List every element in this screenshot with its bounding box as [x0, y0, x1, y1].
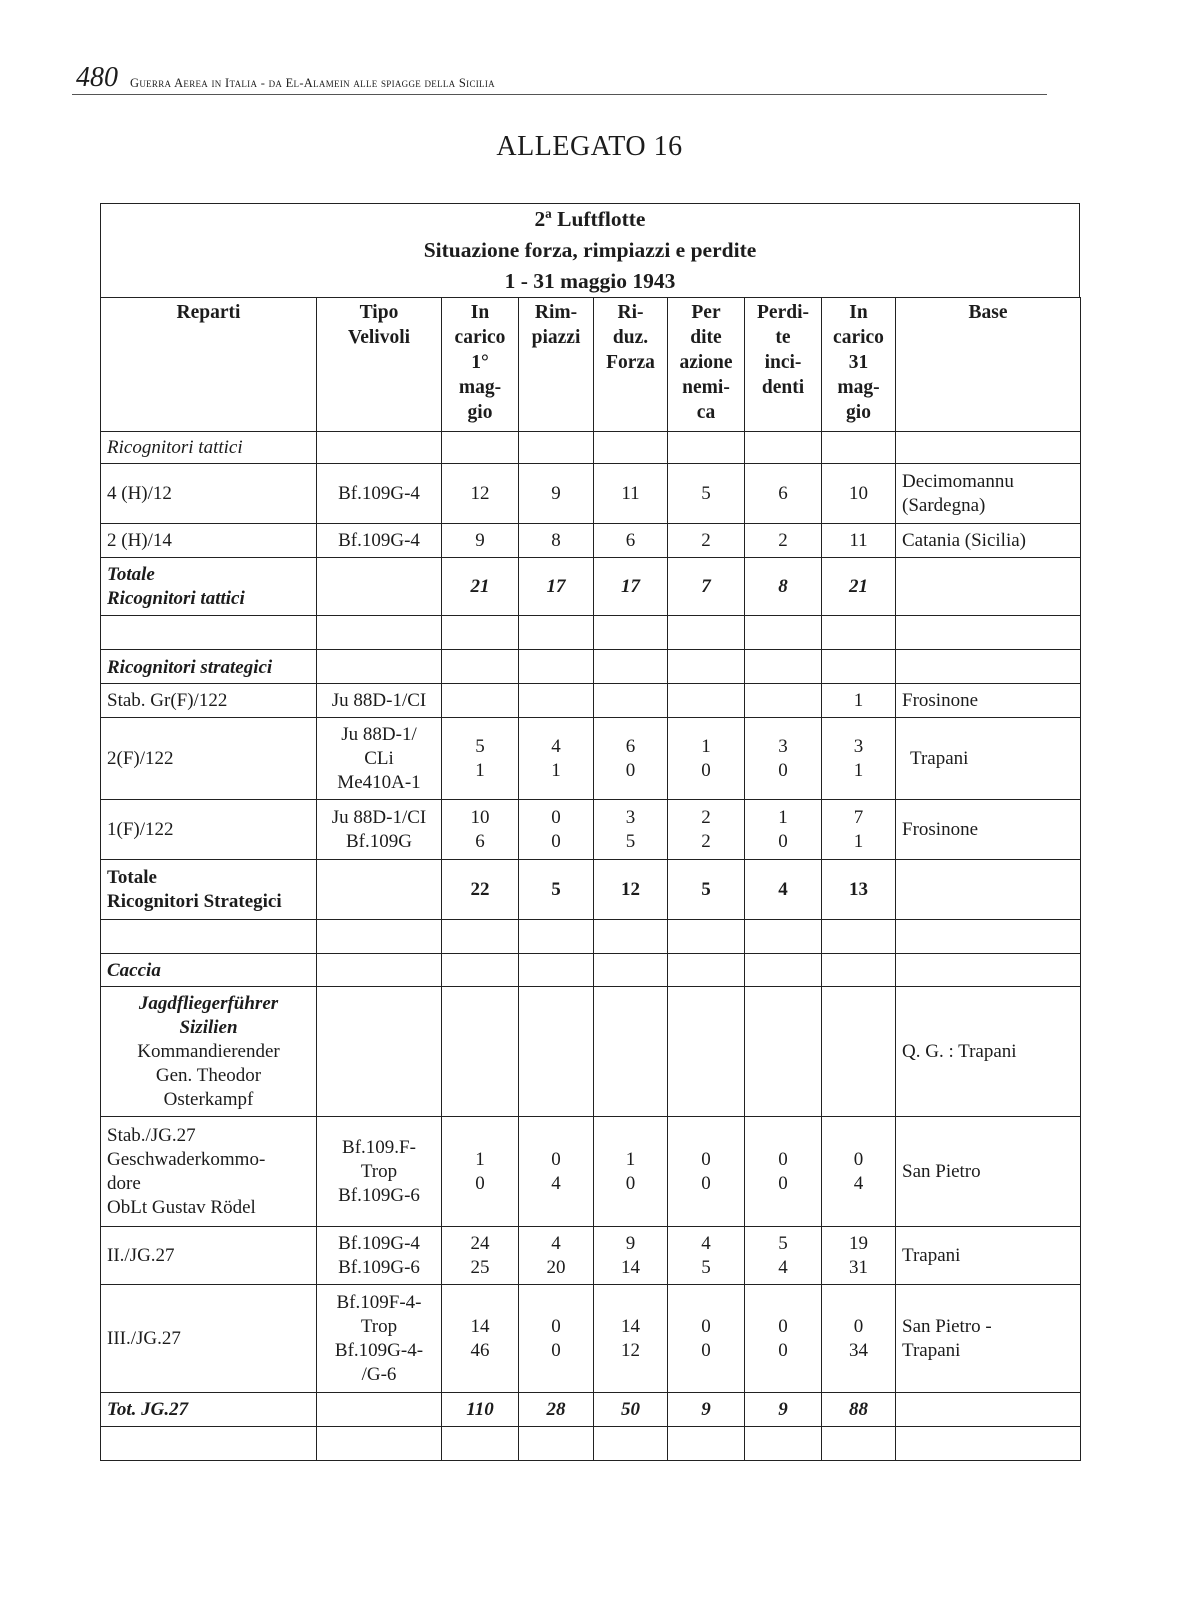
value-cell: 11	[594, 464, 668, 524]
total-value: 50	[594, 1393, 668, 1427]
section-row	[101, 650, 1081, 684]
value-cell: 24 25	[442, 1227, 519, 1285]
total-label: Totale Ricognitori Strategici	[101, 860, 317, 920]
spacer-row	[101, 616, 1081, 650]
value-cell: 0 0	[519, 1285, 594, 1393]
page-header	[72, 62, 1047, 95]
col-header-in-carico-1: In carico 1° mag- gio	[442, 298, 519, 432]
base-cell: Frosinone	[896, 800, 1081, 860]
tipo-cell: Bf.109.F- Trop Bf.109G-6	[317, 1117, 442, 1227]
value-cell: 0 34	[822, 1285, 896, 1393]
base-cell: Frosinone	[896, 684, 1081, 718]
value-cell: 19 31	[822, 1227, 896, 1285]
column-header-row	[101, 298, 1081, 432]
value-cell: 10	[822, 464, 896, 524]
value-cell: 4 1	[519, 718, 594, 800]
spacer-row	[101, 920, 1081, 954]
command-row	[101, 987, 1081, 1117]
col-header-in-carico-31: In carico 31 mag- gio	[822, 298, 896, 432]
value-cell: 0 0	[668, 1117, 745, 1227]
value-cell: 1 0	[442, 1117, 519, 1227]
value-cell: 0 4	[822, 1117, 896, 1227]
value-cell: 6 0	[594, 718, 668, 800]
table-row	[101, 1285, 1081, 1393]
section-label: Ricognitori tattici	[101, 432, 317, 464]
reparto-cell: III./JG.27	[101, 1285, 317, 1393]
tipo-cell: Ju 88D-1/CI Bf.109G	[317, 800, 442, 860]
value-cell: 2	[745, 524, 822, 558]
section-row	[101, 432, 1081, 464]
table-title	[100, 203, 1080, 298]
value-cell: 9 14	[594, 1227, 668, 1285]
value-cell: 1 0	[594, 1117, 668, 1227]
total-row	[101, 1393, 1081, 1427]
base-cell: Decimomannu (Sardegna)	[896, 464, 1081, 524]
value-cell: 5	[668, 464, 745, 524]
total-value: 28	[519, 1393, 594, 1427]
annex-title: ALLEGATO 16	[496, 131, 683, 162]
running-title: Guerra Aerea in Italia - da El-Alamein alle spiagge della Sicilia	[130, 76, 495, 90]
base-cell: Trapani	[896, 1227, 1081, 1285]
table-row	[101, 684, 1081, 718]
total-value: 13	[822, 860, 896, 920]
total-value: 22	[442, 860, 519, 920]
total-value: 9	[668, 1393, 745, 1427]
command-cell: Jagdfliegerführer Sizilien Kommandierender Gen. Theodor Osterkampf	[101, 987, 317, 1117]
value-cell: 0 0	[745, 1117, 822, 1227]
table-title-line: 1 - 31 maggio 1943	[504, 269, 676, 293]
base-cell: San Pietro	[896, 1117, 1081, 1227]
value-cell: 8	[519, 524, 594, 558]
value-cell: 0 4	[519, 1117, 594, 1227]
tipo-cell: Bf.109G-4 Bf.109G-6	[317, 1227, 442, 1285]
total-value: 21	[822, 558, 896, 616]
base-cell: Catania (Sicilia)	[896, 524, 1081, 558]
spacer-row	[101, 1427, 1081, 1461]
table-row	[101, 800, 1081, 860]
tipo-cell: Bf.109F-4- Trop Bf.109G-4- /G-6	[317, 1285, 442, 1393]
total-value: 4	[745, 860, 822, 920]
value-cell: 4 5	[668, 1227, 745, 1285]
total-value: 5	[519, 860, 594, 920]
value-cell: 3 0	[745, 718, 822, 800]
value-cell: 1 0	[745, 800, 822, 860]
page-number: 480	[76, 62, 118, 93]
col-header-reparti: Reparti	[101, 298, 317, 432]
col-header-perdite-azione: Per dite azione nemi- ca	[668, 298, 745, 432]
table-row	[101, 718, 1081, 800]
value-cell: 9	[442, 524, 519, 558]
value-cell: 7 1	[822, 800, 896, 860]
section-label: Ricognitori strategici	[101, 650, 317, 684]
base-cell: Trapani	[896, 718, 1081, 800]
base-cell: San Pietro - Trapani	[896, 1285, 1081, 1393]
total-label: Totale Ricognitori tattici	[101, 558, 317, 616]
reparto-cell: II./JG.27	[101, 1227, 317, 1285]
value-cell: 6	[745, 464, 822, 524]
forces-table	[100, 297, 1081, 1461]
total-value: 17	[594, 558, 668, 616]
value-cell: 4 20	[519, 1227, 594, 1285]
value-cell: 1	[822, 684, 896, 718]
total-value: 21	[442, 558, 519, 616]
value-cell: 3 1	[822, 718, 896, 800]
reparto-cell: 1(F)/122	[101, 800, 317, 860]
col-header-rimpiazzi: Rim- piazzi	[519, 298, 594, 432]
value-cell: 6	[594, 524, 668, 558]
tipo-cell: Bf.109G-4	[317, 464, 442, 524]
table-title-line: 2ª Luftflotte	[534, 207, 646, 231]
tipo-cell: Ju 88D-1/ CLi Me410A-1	[317, 718, 442, 800]
total-value: 88	[822, 1393, 896, 1427]
total-row	[101, 860, 1081, 920]
table-row	[101, 524, 1081, 558]
col-header-riduz-forza: Ri- duz. Forza	[594, 298, 668, 432]
total-value: 7	[668, 558, 745, 616]
value-cell: 12	[442, 464, 519, 524]
table-row	[101, 1117, 1081, 1227]
value-cell: 0 0	[519, 800, 594, 860]
total-row	[101, 558, 1081, 616]
section-row	[101, 954, 1081, 987]
total-value: 17	[519, 558, 594, 616]
section-label: Caccia	[101, 954, 317, 987]
value-cell: 0 0	[745, 1285, 822, 1393]
table-row	[101, 464, 1081, 524]
value-cell: 3 5	[594, 800, 668, 860]
col-header-base: Base	[896, 298, 1081, 432]
total-label: Tot. JG.27	[101, 1393, 317, 1427]
value-cell: 2 2	[668, 800, 745, 860]
value-cell: 0 0	[668, 1285, 745, 1393]
total-value: 110	[442, 1393, 519, 1427]
reparto-cell: Stab./JG.27 Geschwaderkommo- dore ObLt Gustav Rödel	[101, 1117, 317, 1227]
total-value: 9	[745, 1393, 822, 1427]
base-cell: Q. G. : Trapani	[896, 987, 1081, 1117]
reparto-cell: 2 (H)/14	[101, 524, 317, 558]
total-value: 8	[745, 558, 822, 616]
reparto-cell: Stab. Gr(F)/122	[101, 684, 317, 718]
tipo-cell: Bf.109G-4	[317, 524, 442, 558]
total-value: 5	[668, 860, 745, 920]
value-cell: 9	[519, 464, 594, 524]
value-cell: 10 6	[442, 800, 519, 860]
tipo-cell: Ju 88D-1/CI	[317, 684, 442, 718]
total-value: 12	[594, 860, 668, 920]
reparto-cell: 4 (H)/12	[101, 464, 317, 524]
table-row	[101, 1227, 1081, 1285]
value-cell: 5 4	[745, 1227, 822, 1285]
col-header-tipo: Tipo Velivoli	[317, 298, 442, 432]
value-cell: 14 46	[442, 1285, 519, 1393]
value-cell: 2	[668, 524, 745, 558]
table-title-line: Situazione forza, rimpiazzi e perdite	[423, 238, 757, 262]
col-header-perdite-incidenti: Perdi- te inci- denti	[745, 298, 822, 432]
reparto-cell: 2(F)/122	[101, 718, 317, 800]
value-cell: 14 12	[594, 1285, 668, 1393]
value-cell: 11	[822, 524, 896, 558]
value-cell: 1 0	[668, 718, 745, 800]
value-cell: 5 1	[442, 718, 519, 800]
